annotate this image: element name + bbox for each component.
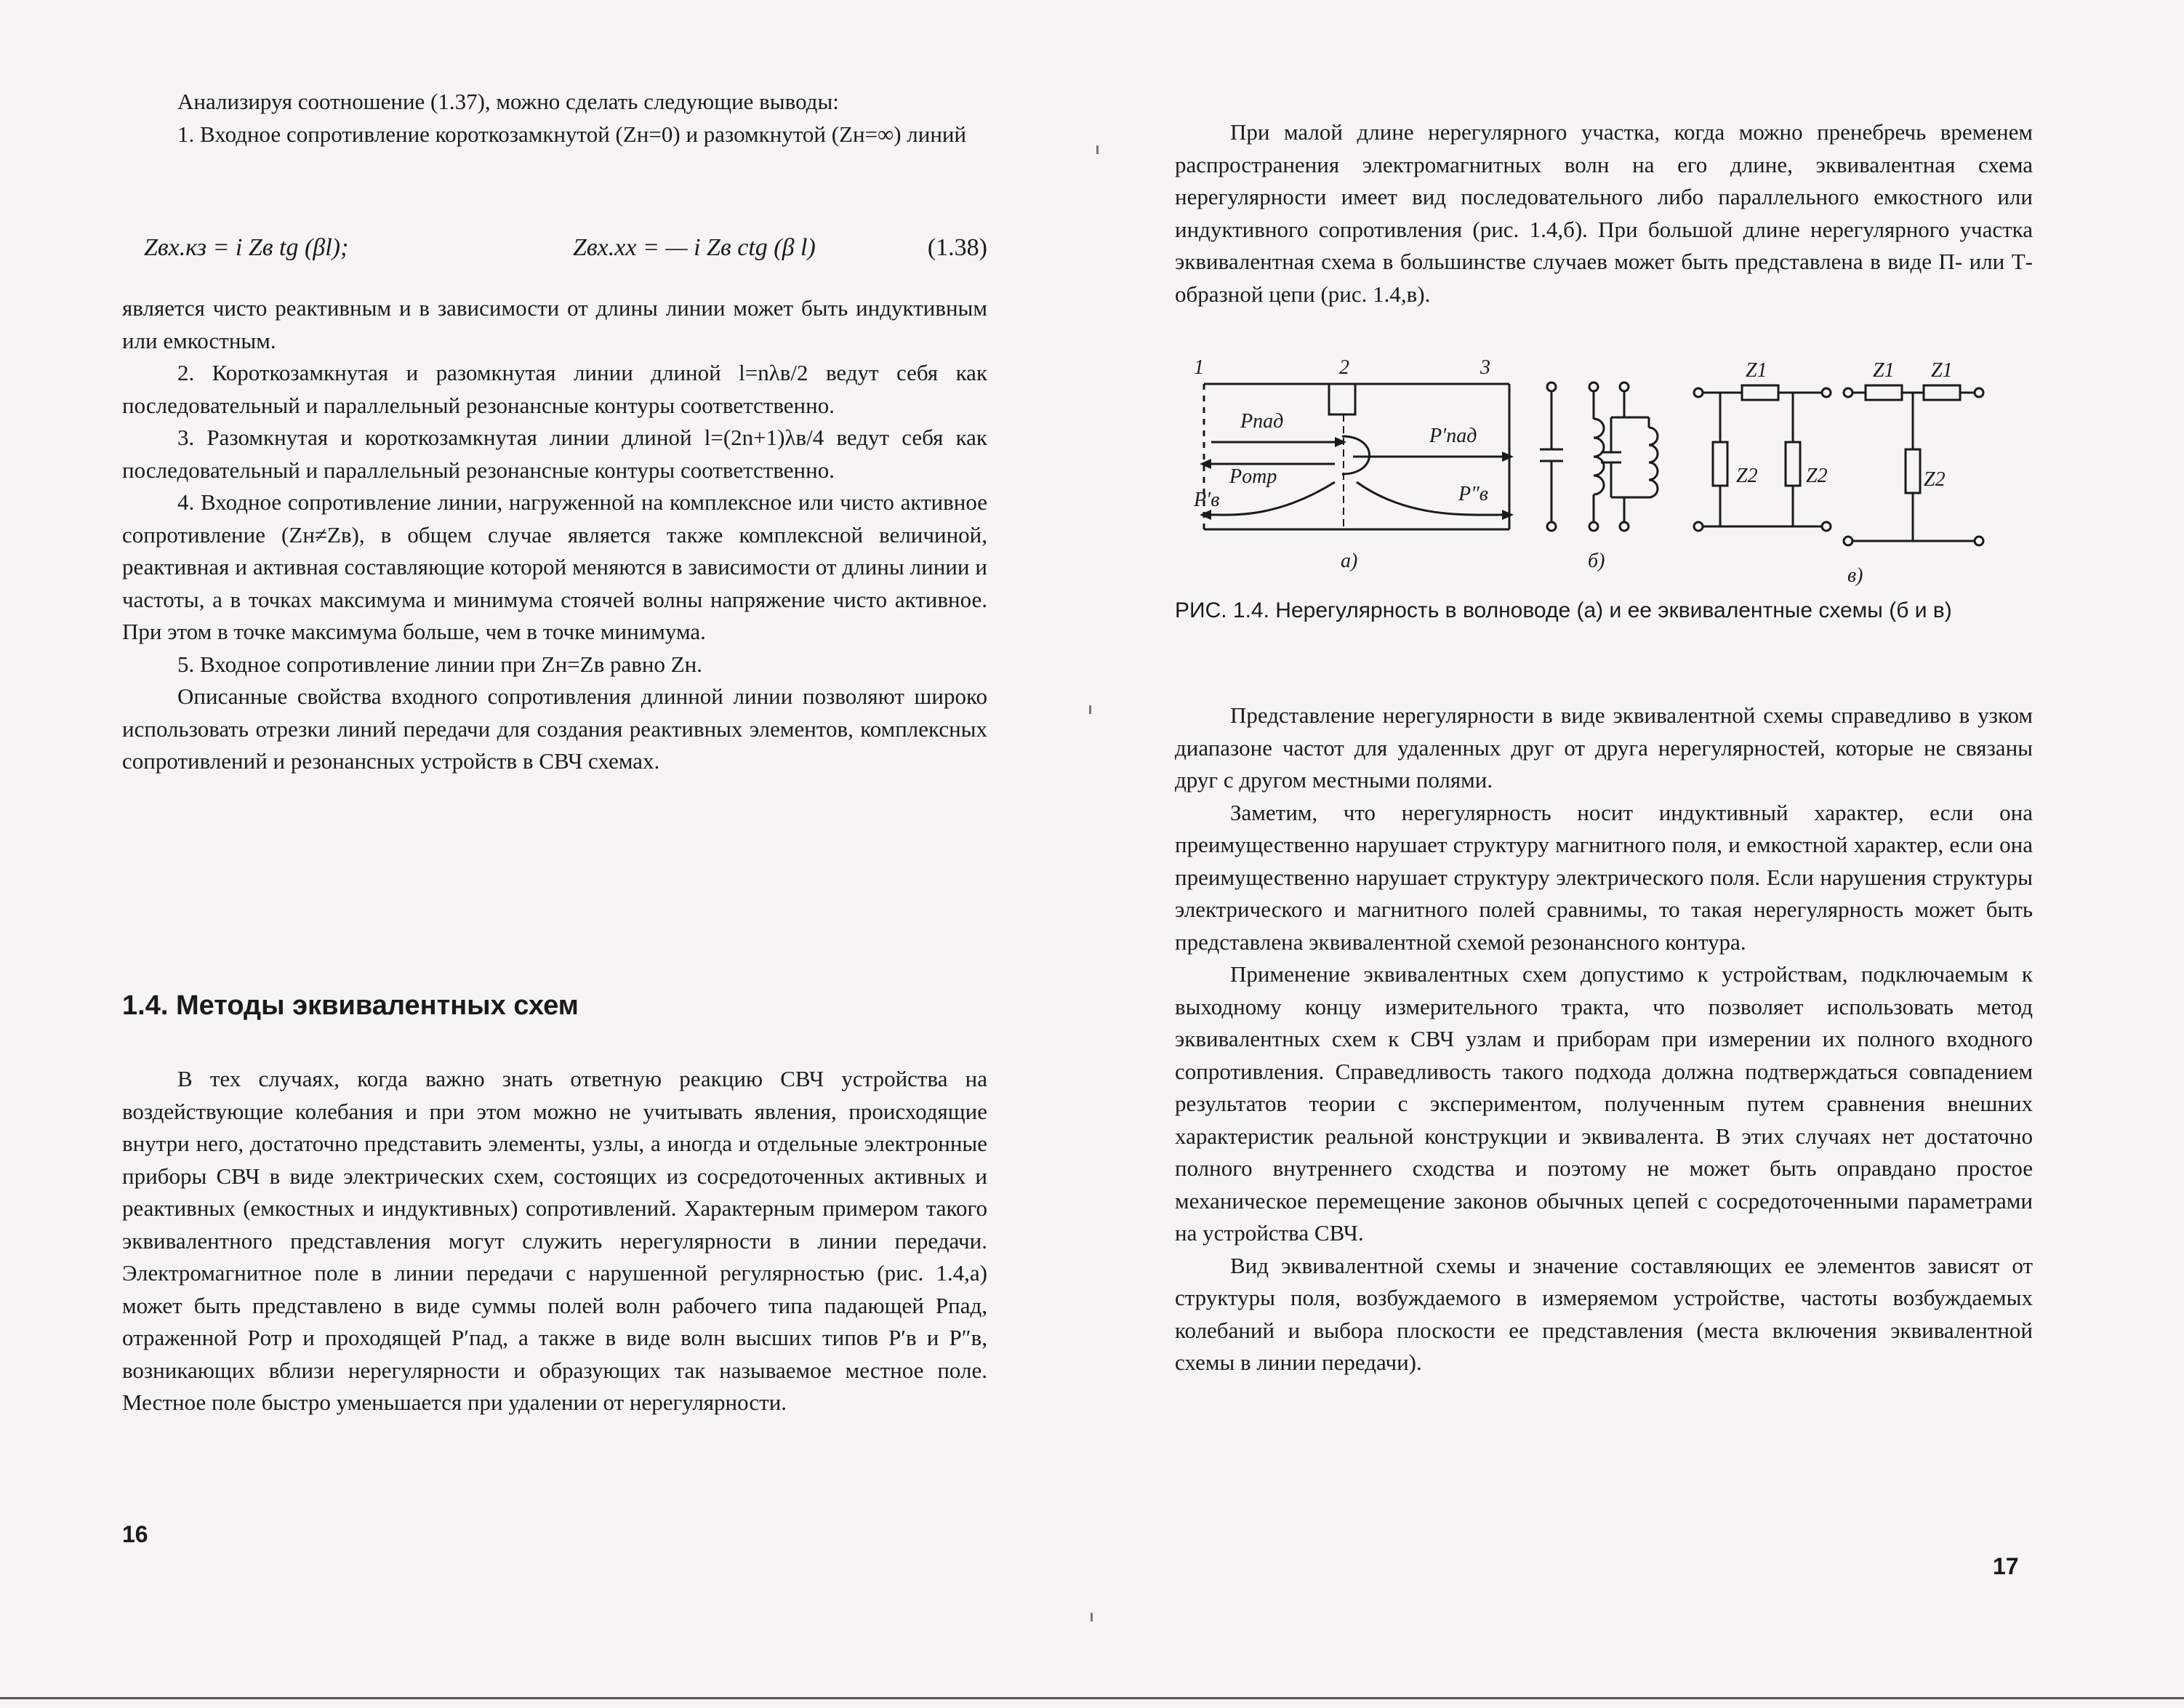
label-p-otr: Pотр [1229,465,1277,488]
lc-inductor-coil [1649,428,1658,497]
cap-terminal-top [1547,382,1556,391]
formula-number: (1.38) [927,234,987,261]
arrowhead-p-otr [1200,459,1211,469]
right-paragraph-3: Заметим, что нерегулярность носит индуктивный характер, если она преимущественно нарушает структуру магнитного поля, и емкостной характер, если она преимущественно нарушает структуру электрического поля. Если нарушения структуры электрического и магнитного полей сравнимы, то такая нерегулярность может быть представлена эквивалентной схемой резонансного контура. [1175,799,2033,955]
formula-1-38 [122,234,987,278]
label-p-b-prime: P′в [1194,489,1220,511]
label-a: а) [1341,550,1358,572]
t-z1-right-label: Z1 [1931,359,1953,382]
right-paragraph-5: Вид эквивалентной схемы и значение составляющих ее элементов зависят от структуры поля, возбуждаемого в измеряемом устройстве, частоты возбуждаемых колебаний и выбора плоскости ее представления (места включения эквивалентной схемы в линии передачи). [1175,1252,2033,1375]
list-item-2: 2. Короткозамкнутая и разомкнутая линии длиной l=nλв/2 ведут себя как последовательный и параллельный резонансные контуры соответственно. [122,360,987,418]
label-c: в) [1847,564,1863,587]
pi-z2-right-resistor [1786,442,1800,486]
formula-left: Zвх.кз = i Zв tg (βl); [144,234,349,261]
gutter-mark [1091,1613,1093,1621]
t-z1-left-label: Z1 [1873,359,1895,382]
arrowhead-p-pad [1335,437,1346,447]
pi-z2-left-resistor [1713,442,1727,486]
figure-c-t-network [1844,385,1983,545]
label-p-b-double: P″в [1458,483,1488,505]
figure-c-pi-network [1694,385,1831,531]
marker-2: 2 [1339,356,1349,379]
summary-paragraph: Описанные свойства входного сопротивления длинной линии позволяют широко использовать отрезки линий передачи для создания реактивных элементов, комплексных сопротивлений и резонансных устройств в СВЧ схемах. [122,683,987,774]
section-heading: 1.4. Методы эквивалентных схем [122,990,579,1021]
t-terminal-bottom-right [1975,537,1983,545]
field-curve-upper [1342,436,1370,474]
list-item-5: 5. Входное сопротивление линии при Zн=Zв равно Zн. [177,651,703,677]
right-paragraph-4: Применение эквивалентных схем допустимо к устройствам, подключаемым к выходному концу измерительного тракта, что позволяет использовать метод эквивалентных схем к СВЧ узлам и приборам при измерении их полного входного сопротивления. Справедливость такого подхода должна подтверждаться совпадением результатов теории с экспериментом, полученным путем сравнения внешних характеристик реальной конструкции и эквивалента. В этих случаях нет достаточно полного внутреннего сходства и поэтому не может быть оправдано простое механическое перемещение законов обычных цепей с сосредоточенными параметрами на устройства СВЧ. [1175,961,2033,1246]
arrowhead-p-b-double [1502,510,1514,520]
pi-terminal-top-right [1822,388,1831,397]
arrowhead-p-b-prime [1200,510,1211,520]
ind-terminal-top [1589,382,1598,391]
label-p-pad-prime: P′пад [1429,425,1477,447]
list-item-3: 3. Разомкнутая и короткозамкнутая линии длиной l=(2n+1)λв/4 ведут себя как последовательный и параллельный резонансные контуры соответственно. [122,425,987,483]
list-item-1: 1. Входное сопротивление короткозамкнутой (Zн=0) и разомкнутой (Zн=∞) линий [177,121,967,147]
page-number-right: 17 [1993,1553,2019,1579]
left-block-top [122,86,987,151]
gutter-mark [1096,145,1099,154]
ind-terminal-bottom [1589,522,1598,531]
marker-3: 3 [1480,356,1490,379]
irregularity-post [1329,384,1355,414]
t-z2-resistor [1906,449,1920,493]
formula-right: Zвх.хх = — i Zв ctg (β l) [573,234,816,261]
pi-terminal-bottom-left [1694,522,1703,531]
page-number-left: 16 [122,1521,148,1547]
pi-terminal-bottom-right [1822,522,1831,531]
scan-edge-line [0,1697,2184,1699]
pi-z1-label: Z1 [1746,359,1767,382]
marker-1: 1 [1194,356,1204,379]
figure-caption: РИС. 1.4. Нерегулярность в волноводе (а) и ее эквивалентные схемы (б и в) [1175,598,1952,622]
t-terminal-bottom-left [1844,537,1852,545]
arrowhead-p-pad-prime [1502,452,1514,462]
lc-terminal-bottom [1620,522,1629,531]
t-terminal-top-left [1844,388,1852,397]
right-block-bottom [1175,699,2033,1379]
label-p-pad: Pпад [1240,410,1284,433]
t-z1-left-resistor [1866,385,1902,400]
cap-terminal-bottom [1547,522,1556,531]
intro-paragraph: Анализируя соотношение (1.37), можно сделать следующие выводы: [177,89,839,114]
pi-z2-left-label: Z2 [1736,465,1758,487]
t-z2-label: Z2 [1924,468,1946,491]
figure-1-4 [1189,355,2033,588]
figure-a-waveguide [1204,384,1509,529]
t-z1-right-resistor [1924,385,1960,400]
section-paragraph: В тех случаях, когда важно знать ответную реакцию СВЧ устройства на воздействующие колебания и при этом можно не учитывать явления, происходящие внутри него, достаточно представить элементы, узлы, а иногда и отдельные электронные приборы СВЧ в виде электрических схем, состоящих из сосредоточенных активных и реактивных (емкостных и индуктивных) сопротивлений. Характерным примером такого эквивалентного представления могут служить нерегулярности в линии передачи. Электромагнитное поле в линии передачи с нарушенной регулярностью (рис. 1.4,а) может быть представлено в виде суммы полей волн рабочего типа падающей Pпад, отраженной Pотр и проходящей P′пад, а также в виде волн высших типов P′в и P″в, возникающих вблизи нерегулярности и образующих так называемое местное поле. Местное поле быстро уменьшается при удалении от нерегулярности. [122,1066,987,1415]
pi-z2-right-label: Z2 [1806,465,1828,487]
list-item-4: 4. Входное сопротивление линии, нагруженной на комплексное или чисто активное сопротивление (Zн≠Zв), в общем случае является также комплексной величиной, реактивная и активная составляющие которой меняются в зависимости от длины линии и частоты, а в точках максимума и минимума стоячей волны напряжение чисто активное. При этом в точке максимума больше, чем в точке минимума. [122,489,987,644]
after-formula-paragraph: является чисто реактивным и в зависимости от длины линии может быть индуктивным или емкостным. [122,295,987,353]
inductor-coil [1594,419,1604,494]
right-paragraph-1: При малой длине нерегулярного участка, когда можно пренебречь временем распространения электромагнитных волн на его длине, эквивалентная схема нерегулярности имеет вид последовательного либо параллельного емкостного или индуктивного сопротивления (рис. 1.4,б). При большой длине нерегулярного участка эквивалентная схема в большинстве случаев может быть представлена в виде П- или Т-образной цепи (рис. 1.4,в). [1175,119,2033,307]
gutter-mark [1089,705,1091,714]
pi-terminal-top-left [1694,388,1703,397]
right-block-top [1175,116,2033,310]
left-block-bottom [122,1063,987,1419]
pi-z1-resistor [1742,385,1778,400]
t-terminal-top-right [1975,388,1983,397]
lc-terminal-top [1620,382,1629,391]
label-b: б) [1588,550,1605,572]
figure-b-circuits [1540,382,1658,531]
right-paragraph-2: Представление нерегулярности в виде эквивалентной схемы справедливо в узком диапазоне частот для удаленных друг от друга нерегулярностей, которые не связаны друг с другом местными полями. [1175,702,2033,793]
left-block-middle [122,292,987,778]
